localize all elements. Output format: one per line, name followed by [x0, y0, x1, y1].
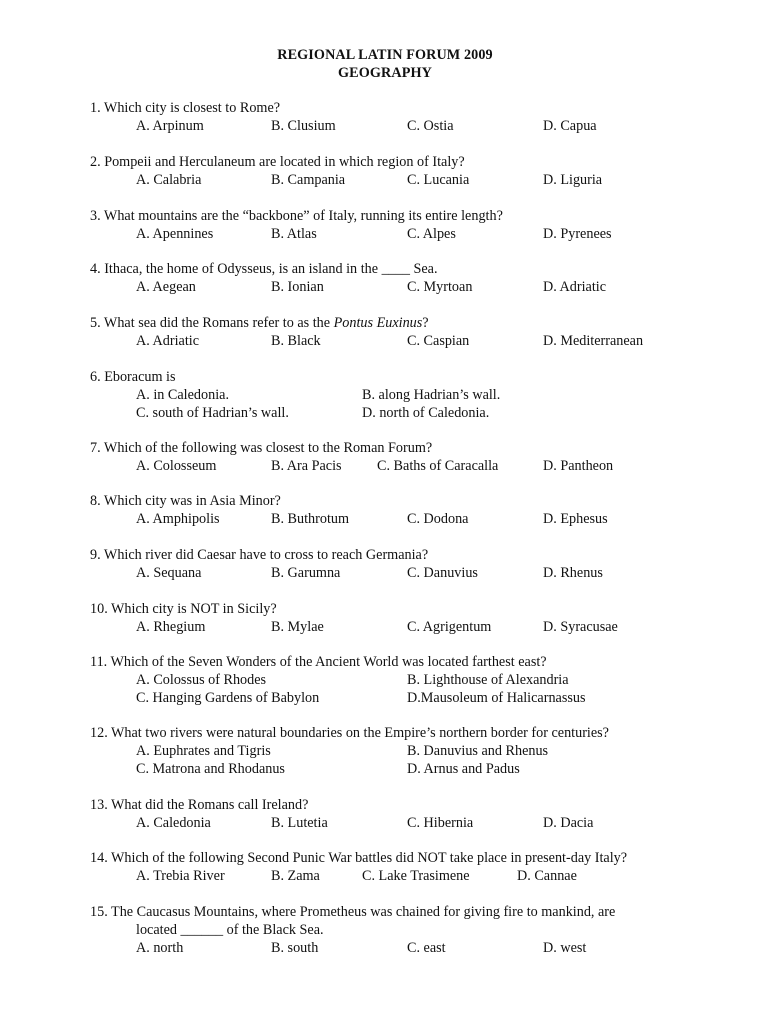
question-3-option-a: A. Apennines — [136, 226, 214, 242]
question-6-stem: 6. Eboracum is — [90, 369, 176, 385]
question-10-stem: 10. Which city is NOT in Sicily? — [90, 601, 277, 617]
question-7-option-a: A. Colosseum — [136, 458, 217, 474]
question-9-stem: 9. Which river did Caesar have to cross to reach Germania? — [90, 547, 429, 563]
question-11-stem: 11. Which of the Seven Wonders of the Ancient World was located farthest east? — [90, 654, 547, 670]
question-13-option-b: B. Lutetia — [271, 815, 328, 831]
question-9-option-d: D. Rhenus — [543, 565, 603, 581]
question-12-option-c: C. Matrona and Rhodanus — [136, 761, 285, 777]
question-15-option-c: C. east — [407, 940, 446, 956]
question-8-option-b: B. Buthrotum — [271, 511, 350, 527]
question-3-option-c: C. Alpes — [407, 226, 456, 242]
question-4-option-d: D. Adriatic — [543, 279, 607, 295]
question-6-option-a: A. in Caledonia. — [136, 387, 229, 403]
question-5-stem — [90, 314, 429, 332]
question-12-option-d: D. Arnus and Padus — [407, 761, 520, 777]
question-6-option-d: D. north of Caledonia. — [362, 405, 490, 421]
question-5-option-a: A. Adriatic — [136, 333, 200, 349]
question-13-option-a: A. Caledonia — [136, 815, 211, 831]
question-11-option-a: A. Colossus of Rhodes — [136, 672, 267, 688]
question-2-option-c: C. Lucania — [407, 172, 470, 188]
question-7-stem: 7. Which of the following was closest to the Roman Forum? — [90, 440, 433, 456]
question-4-option-a: A. Aegean — [136, 279, 196, 295]
question-14-option-a: A. Trebia River — [136, 868, 225, 884]
question-2-option-a: A. Calabria — [136, 172, 202, 188]
question-11-option-d: D.Mausoleum of Halicarnassus — [407, 690, 586, 706]
question-15-option-b: B. south — [271, 940, 319, 956]
question-13-stem: 13. What did the Romans call Ireland? — [90, 797, 309, 813]
question-15-stem-line2: located ______ of the Black Sea. — [136, 922, 324, 938]
question-15-option-d: D. west — [543, 940, 587, 956]
question-1-stem: 1. Which city is closest to Rome? — [90, 100, 281, 116]
question-15-stem: 15. The Caucasus Mountains, where Prometheus was chained for giving fire to mankind, are — [90, 904, 616, 920]
question-3-stem: 3. What mountains are the “backbone” of Italy, running its entire length? — [90, 208, 503, 224]
question-12-stem: 12. What two rivers were natural boundaries on the Empire’s northern border for centuries? — [90, 725, 609, 741]
question-14-option-b: B. Zama — [271, 868, 320, 884]
question-5-option-c: C. Caspian — [407, 333, 470, 349]
question-12-option-b: B. Danuvius and Rhenus — [407, 743, 549, 759]
question-1-option-a: A. Arpinum — [136, 118, 204, 134]
question-6-option-b: B. along Hadrian’s wall. — [362, 387, 501, 403]
question-15-option-a: A. north — [136, 940, 184, 956]
question-13-option-d: D. Dacia — [543, 815, 594, 831]
question-2-stem: 2. Pompeii and Herculaneum are located in which region of Italy? — [90, 154, 465, 170]
question-8-option-d: D. Ephesus — [543, 511, 608, 527]
question-6-option-c: C. south of Hadrian’s wall. — [136, 405, 289, 421]
question-14-option-d: D. Cannae — [517, 868, 577, 884]
question-1-option-d: D. Capua — [543, 118, 597, 134]
question-5-stem-suffix: ? — [422, 315, 429, 331]
question-3-option-b: B. Atlas — [271, 226, 317, 242]
question-2-option-d: D. Liguria — [543, 172, 603, 188]
question-9-option-b: B. Garumna — [271, 565, 341, 581]
question-8-option-c: C. Dodona — [407, 511, 469, 527]
question-3-option-d: D. Pyrenees — [543, 226, 612, 242]
question-4-option-b: B. Ionian — [271, 279, 324, 295]
question-10-option-a: A. Rhegium — [136, 619, 206, 635]
question-5-option-b: B. Black — [271, 333, 321, 349]
question-7-option-d: D. Pantheon — [543, 458, 614, 474]
question-10-option-c: C. Agrigentum — [407, 619, 492, 635]
question-1-option-b: B. Clusium — [271, 118, 336, 134]
question-8-stem: 8. Which city was in Asia Minor? — [90, 493, 281, 509]
question-5-option-d: D. Mediterranean — [543, 333, 644, 349]
question-9-option-c: C. Danuvius — [407, 565, 478, 581]
question-10-option-d: D. Syracusae — [543, 619, 618, 635]
question-4-option-c: C. Myrtoan — [407, 279, 473, 295]
question-8-option-a: A. Amphipolis — [136, 511, 220, 527]
page-title: REGIONAL LATIN FORUM 2009 — [277, 47, 493, 63]
question-14-stem: 14. Which of the following Second Punic War battles did NOT take place in present-day Italy? — [90, 850, 628, 866]
question-5-stem-prefix: 5. What sea did the Romans refer to as the — [90, 315, 334, 331]
question-13-option-c: C. Hibernia — [407, 815, 474, 831]
question-2-option-b: B. Campania — [271, 172, 346, 188]
page-subtitle: GEOGRAPHY — [338, 65, 432, 81]
question-1-option-c: C. Ostia — [407, 118, 454, 134]
question-9-option-a: A. Sequana — [136, 565, 202, 581]
question-5-stem-italic: Pontus Euxinus — [333, 315, 423, 331]
question-4-stem: 4. Ithaca, the home of Odysseus, is an island in the ____ Sea. — [90, 261, 438, 277]
question-11-option-c: C. Hanging Gardens of Babylon — [136, 690, 320, 706]
question-11-option-b: B. Lighthouse of Alexandria — [407, 672, 569, 688]
question-14-option-c: C. Lake Trasimene — [362, 868, 470, 884]
question-7-option-c: C. Baths of Caracalla — [377, 458, 499, 474]
question-10-option-b: B. Mylae — [271, 619, 324, 635]
question-12-option-a: A. Euphrates and Tigris — [136, 743, 271, 759]
question-7-option-b: B. Ara Pacis — [271, 458, 342, 474]
